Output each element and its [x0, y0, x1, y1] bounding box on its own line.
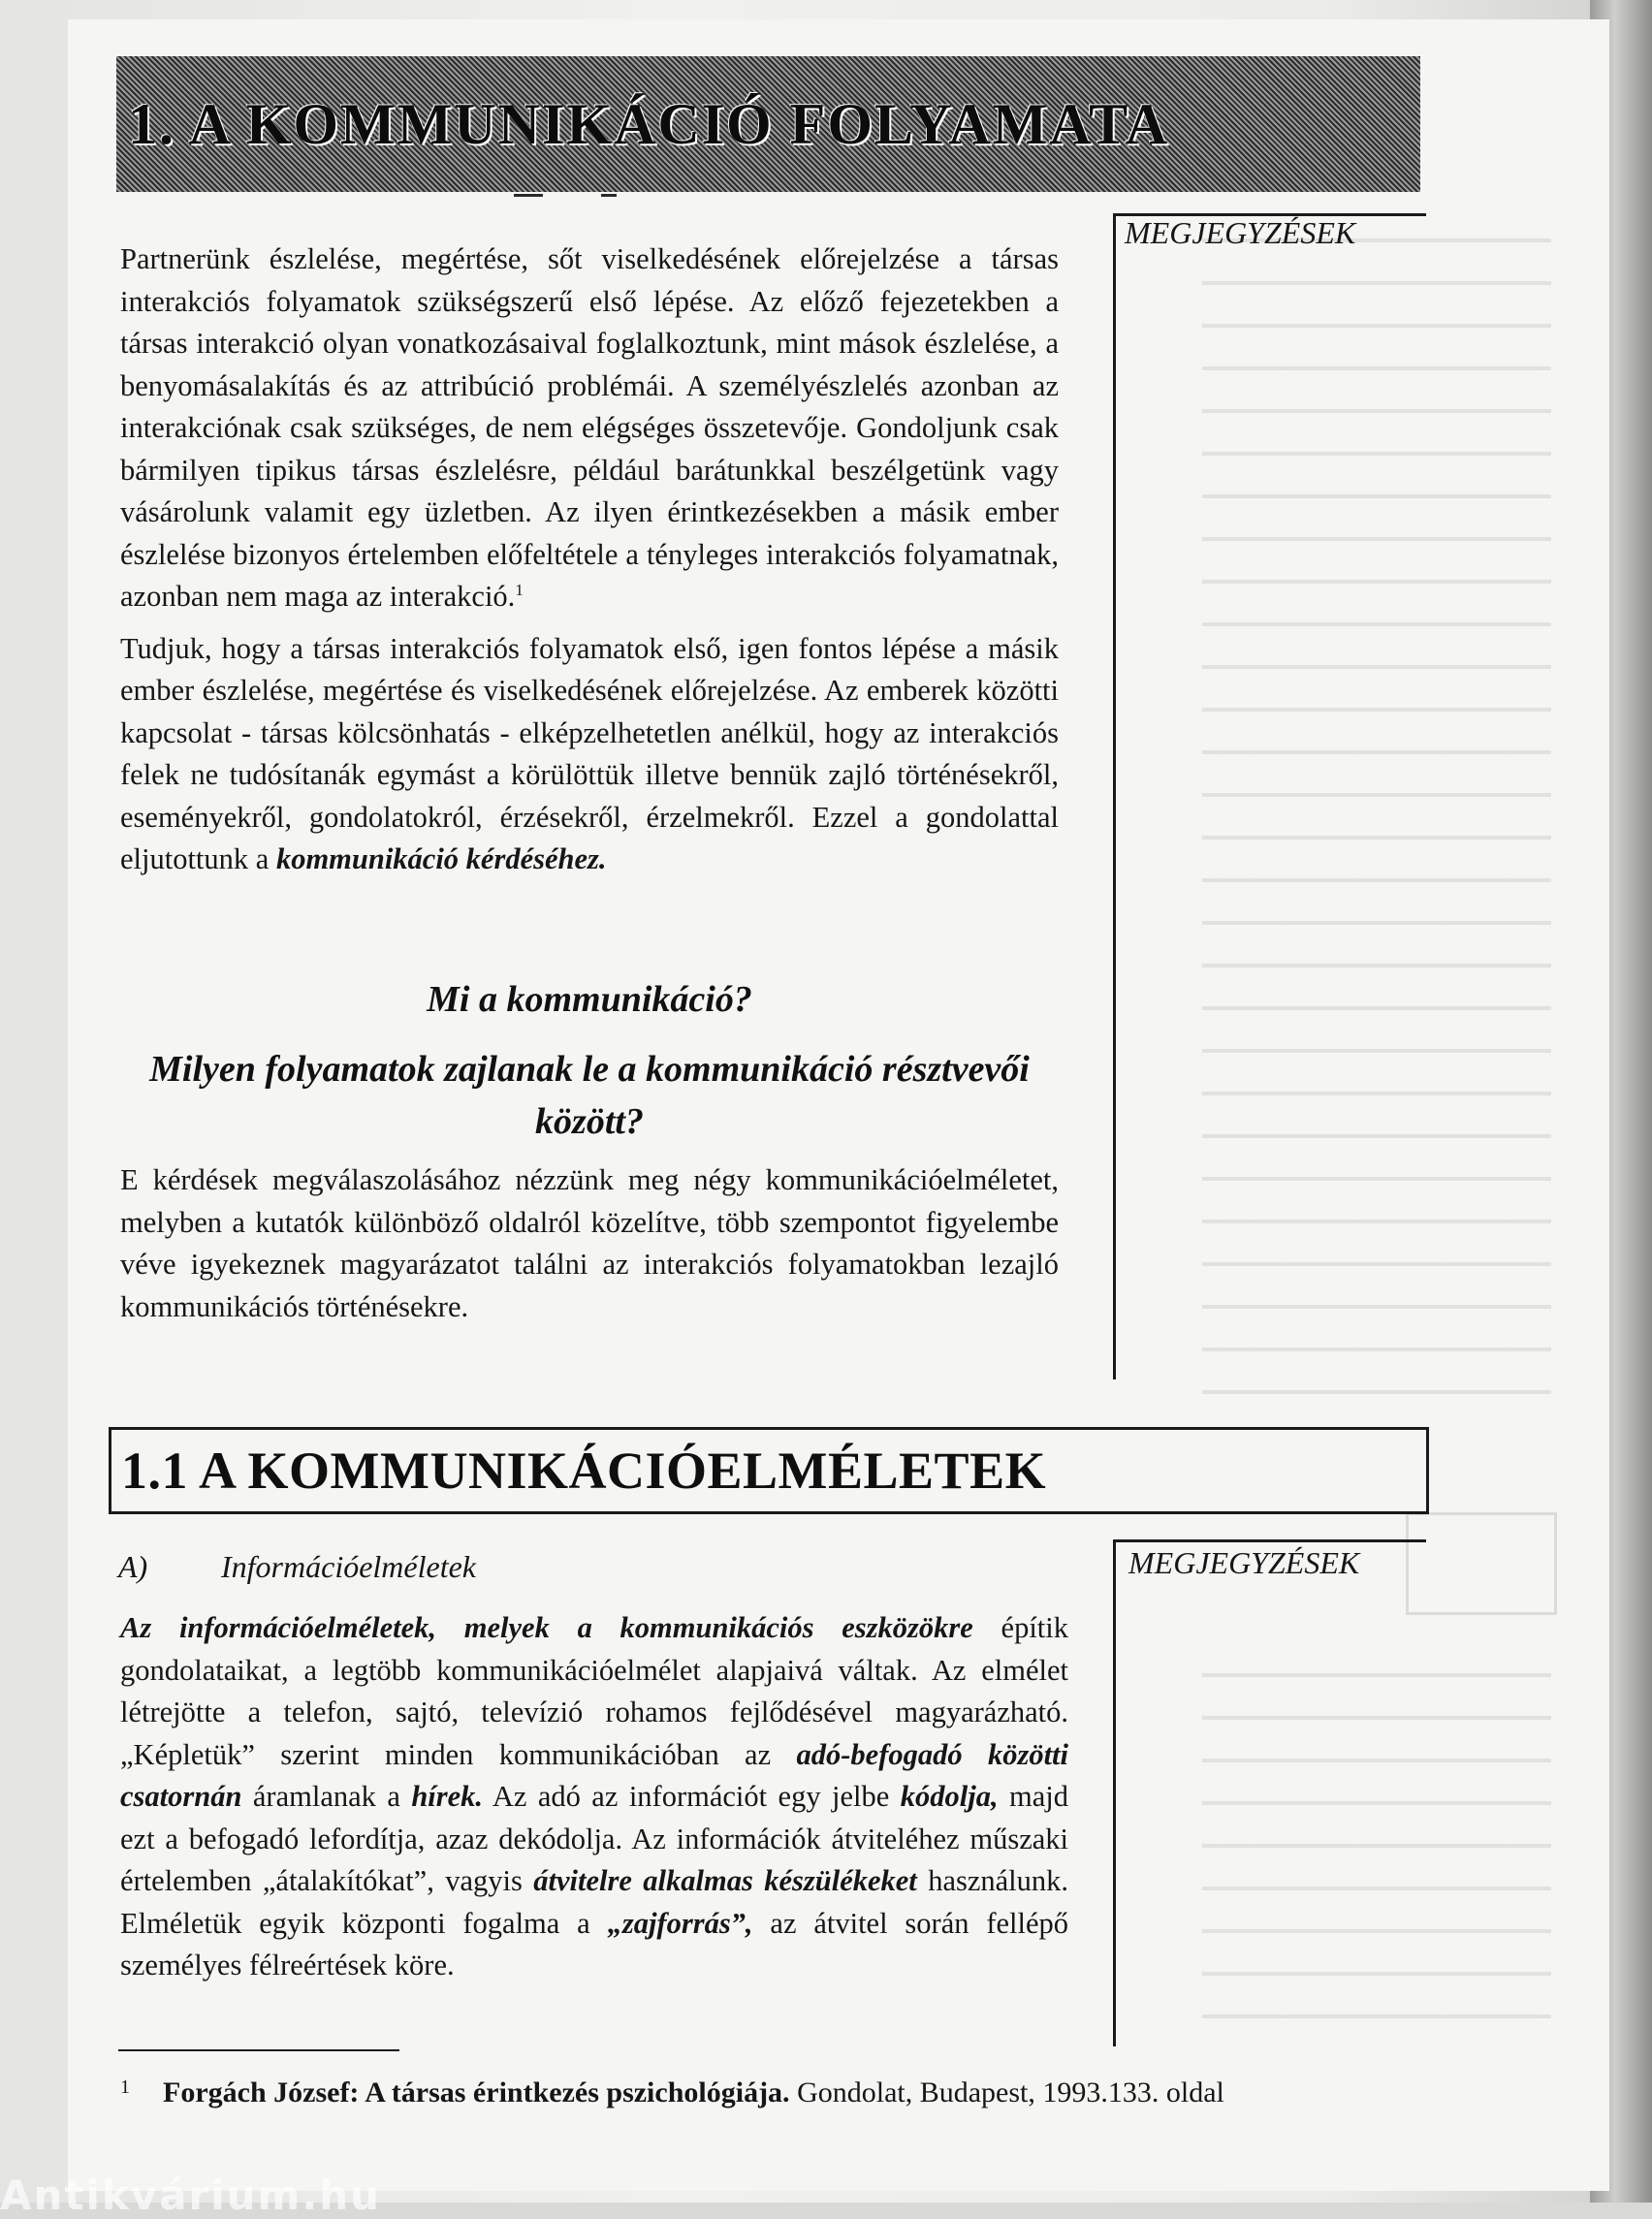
footnote-publication: Gondolat, Budapest, 1993.133. oldal: [797, 2076, 1224, 2108]
emphasis-devices: átvitelre alkalmas készülékeket: [533, 1864, 917, 1897]
section-title: 1.1 A KOMMUNIKÁCIÓELMÉLETEK: [121, 1442, 1047, 1500]
notes-column-bottom: [1113, 1539, 1426, 2046]
emphasis-encodes: kódolja,: [900, 1780, 999, 1813]
chapter-title-bar: [116, 56, 1420, 192]
notes-column-top: [1113, 213, 1426, 1379]
footnote-rule: [118, 2049, 399, 2051]
emphasis-channel: adó-befogadó közötti csatornán: [120, 1737, 1068, 1813]
notes-label-bottom: MEGJEGYZÉSEK: [1128, 1545, 1360, 1580]
section-heading-box: [109, 1427, 1429, 1514]
transition-paragraph: E kérdések megválaszolásához nézzünk meg négy kommunikációelméletet, melyben a kutatók különböző oldalról közelítve, több szempontot figyelembe véve igyekeznek magyarázatot találni az interakciós folyamatokban lezajló kommunikációs történésekre.: [120, 1163, 1059, 1323]
title-underline-dash-2: [601, 194, 617, 197]
info-lead: Az információelméletek, melyek a kommunikációs eszközökre: [120, 1611, 973, 1644]
emphasis-communication-question: kommunikáció kérdéséhez.: [275, 842, 607, 875]
watermark: Antikvárium.hu: [0, 2171, 382, 2219]
notes-label-top: MEGJEGYZÉSEK: [1125, 215, 1356, 250]
footnote-mark: 1: [120, 2076, 130, 2098]
information-theories-paragraph: Az információelméletek, melyek a kommunikációs eszközökre építik gondolataikat, a legtöbb kommunikációelmélet alapjaivá váltak. Az elmélet létrejötte a telefon, sajtó, televízió rohamos fejlődésével magyarázható. „Képletük” szerint minden kommunikációban az adó-befogadó közötti csatornán áramlanak a hírek. Az adó az információt egy jelbe kódolja, majd ezt a befogadó lefordítja, azaz dekódolja. Az információk átviteléhez műszaki értelemben „átalakítókat”, vagyis átvitelre alkalmas készülékeket használunk. Elméletük egyik központi fogalma a „zajforrás”, az átvitel során fellépő személyes félreértések köre.: [120, 1611, 1069, 1981]
footnote: [163, 2076, 1224, 2109]
intro-paragraph-1: Partnerünk észlelése, megértése, sőt viselkedésének előrejelzése a társas interakciós folyamatok szükségszerű első lépése. Az előző fejezetekben a társas interakció olyan vonatkozásaival foglalkoztunk, mint mások észlelése, a benyomásalakítás és az attribúció problémái. A személyészlelés azonban az interakciónak csak szükséges, de nem elégséges összetevője. Gondoljunk csak bármilyen tipikus társas észlelésre, például barátunkkal beszélgetünk vagy vásárolunk valamit egy üzletben. Az ilyen érintkezésekben a másik ember észlelése bizonyos értelemben előfeltétele a tényleges interakciós folyamatnak, azonban nem maga az interakció.$^1$: [120, 242, 1059, 613]
chapter-title: 1. A KOMMUNIKÁCIÓ FOLYAMATA: [128, 91, 1170, 156]
intro-paragraph-2: Tudjuk, hogy a társas interakciós folyamatok első, igen fontos lépése a másik ember észlelése, megértése és viselkedésének előrejelzése. Az emberek közötti kapcsolat - társas kölcsönhatás - elképzelhetetlen anélkül, hogy az interakciós felek ne tudósítanák egymást a körülöttük illetve bennük zajló történésekről, eseményekről, gondolatokról, érzésekről, érzelmekről. Ezzel a gondolattal eljutottunk a kommunikáció kérdéséhez.: [120, 631, 1059, 875]
footnote-source: Forgách József: A társas érintkezés pszichológiája.: [163, 2076, 790, 2108]
bleed-through-heading-box: [1406, 1512, 1557, 1615]
question-1: Mi a kommunikáció?: [427, 979, 752, 1020]
title-underline-dash: [514, 194, 543, 197]
subsection-number: A): [118, 1549, 148, 1584]
subsection-title: Információelméletek: [221, 1549, 476, 1584]
question-2: Milyen folyamatok zajlanak le a kommunikáció résztvevői között?: [149, 1049, 1030, 1142]
intro-text: [120, 238, 1059, 891]
emphasis-news: hírek.: [411, 1780, 484, 1813]
subsection-heading: [118, 1549, 476, 1585]
footnote-reference: 1: [515, 580, 524, 599]
emphasis-noise-source: „zajforrás”,: [607, 1906, 753, 1940]
